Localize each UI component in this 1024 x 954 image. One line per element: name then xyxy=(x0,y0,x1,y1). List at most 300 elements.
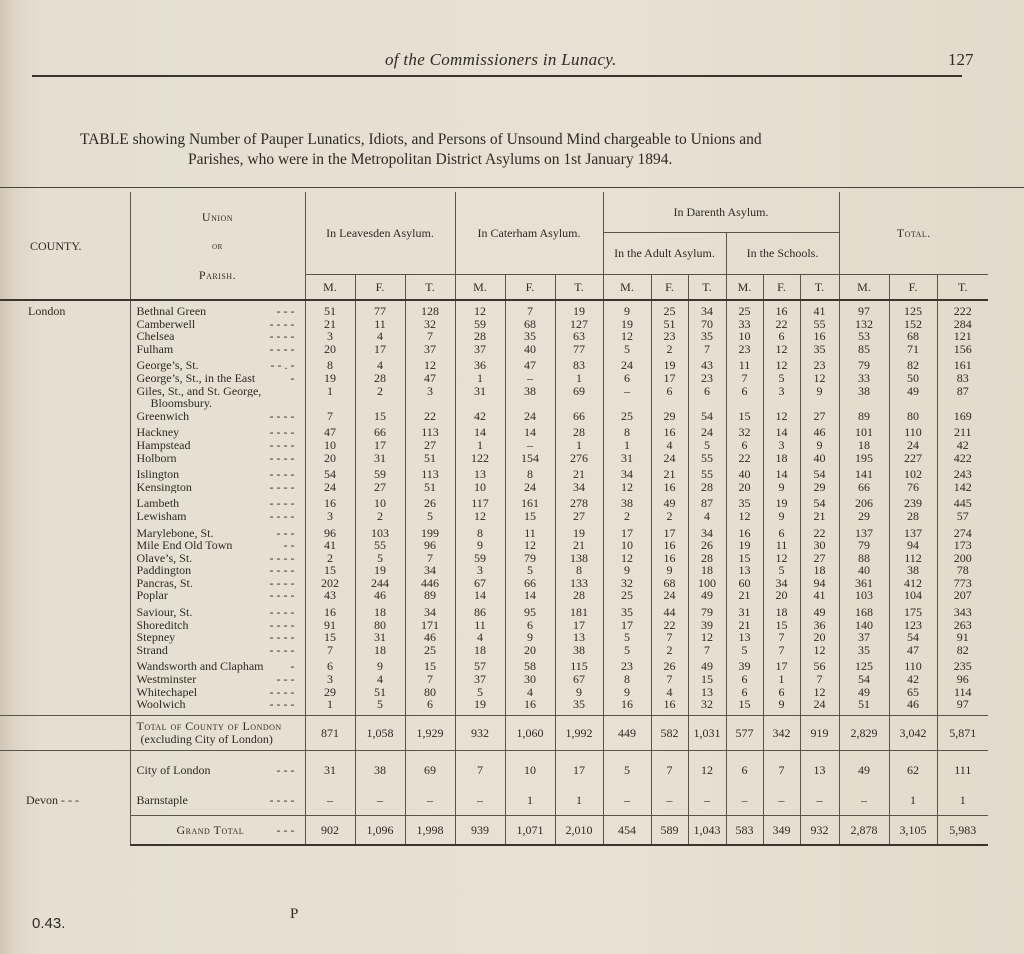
value-cell: 23 xyxy=(726,343,763,356)
table-row xyxy=(0,510,988,523)
schools-header: In the Schools. xyxy=(726,232,839,274)
union-name-cell xyxy=(130,686,305,699)
value-cell: 19 xyxy=(555,527,603,540)
table-row xyxy=(0,410,988,423)
value-cell: 14 xyxy=(505,589,555,602)
value-cell: 102 xyxy=(889,468,937,481)
value-cell: 26 xyxy=(405,497,455,510)
value-cell xyxy=(405,397,455,410)
table-row xyxy=(0,468,988,481)
value-cell: 6 xyxy=(603,372,651,385)
value-cell: 69 xyxy=(555,385,603,398)
value-cell: 5 xyxy=(405,510,455,523)
value-cell: 22 xyxy=(800,527,839,540)
value-cell: 122 xyxy=(455,452,505,465)
devon-row xyxy=(0,785,988,816)
value-cell: 24 xyxy=(688,426,726,439)
value-cell xyxy=(937,397,988,410)
value-cell: 211 xyxy=(937,426,988,439)
value-cell: 7 xyxy=(800,673,839,686)
leader-dashes: - xyxy=(290,371,295,385)
value-cell: 110 xyxy=(889,426,937,439)
value-cell: 12 xyxy=(505,539,555,552)
leader-dashes: - - - - xyxy=(269,342,295,356)
value-cell: 54 xyxy=(800,468,839,481)
value-cell: – xyxy=(839,785,889,816)
county-cell: London xyxy=(28,304,66,318)
value-cell: 10 xyxy=(726,330,763,343)
value-cell: 91 xyxy=(305,619,355,632)
value-cell: 161 xyxy=(505,497,555,510)
value-cell: 89 xyxy=(839,410,889,423)
table-row xyxy=(0,606,988,619)
value-cell: – xyxy=(505,439,555,452)
county-cell xyxy=(0,385,130,398)
value-cell: 3 xyxy=(305,673,355,686)
col-f-header: F. xyxy=(889,274,937,300)
value-cell: 38 xyxy=(505,385,555,398)
value-cell: 12 xyxy=(800,644,839,657)
value-cell: 23 xyxy=(800,359,839,372)
county-cell xyxy=(0,343,130,356)
table-row xyxy=(0,589,988,602)
value-cell xyxy=(763,397,800,410)
value-cell: 47 xyxy=(405,372,455,385)
value-cell: 1,998 xyxy=(405,815,455,845)
union-name: Pancras, St. xyxy=(136,576,193,590)
value-cell: 6 xyxy=(726,385,763,398)
value-cell: 79 xyxy=(839,539,889,552)
value-cell: 49 xyxy=(839,755,889,785)
value-cell: 8 xyxy=(455,527,505,540)
value-cell: 1,031 xyxy=(688,715,726,750)
value-cell: 4 xyxy=(688,510,726,523)
value-cell: 6 xyxy=(726,673,763,686)
value-cell: 9 xyxy=(603,305,651,318)
value-cell: 243 xyxy=(937,468,988,481)
value-cell: 35 xyxy=(839,644,889,657)
value-cell: 37 xyxy=(839,631,889,644)
value-cell: 16 xyxy=(800,330,839,343)
value-cell: 6 xyxy=(505,619,555,632)
value-cell: 12 xyxy=(763,359,800,372)
value-cell: 31 xyxy=(603,452,651,465)
value-cell: 773 xyxy=(937,577,988,590)
county-cell xyxy=(0,372,130,385)
value-cell: 80 xyxy=(355,619,405,632)
value-cell: 5 xyxy=(688,439,726,452)
value-cell: 94 xyxy=(889,539,937,552)
value-cell: 181 xyxy=(555,606,603,619)
value-cell: 16 xyxy=(305,606,355,619)
value-cell: 41 xyxy=(800,589,839,602)
union-name-cell xyxy=(130,426,305,439)
value-cell: 39 xyxy=(726,660,763,673)
value-cell: 19 xyxy=(355,564,405,577)
table-row xyxy=(0,686,988,699)
value-cell: 12 xyxy=(688,755,726,785)
value-cell: 8 xyxy=(555,564,603,577)
value-cell: 1 xyxy=(937,785,988,816)
value-cell: 5 xyxy=(455,686,505,699)
value-cell: 235 xyxy=(937,660,988,673)
value-cell: 11 xyxy=(763,539,800,552)
value-cell: 17 xyxy=(555,755,603,785)
value-cell: 5 xyxy=(763,564,800,577)
value-cell: – xyxy=(603,385,651,398)
table-row xyxy=(0,552,988,565)
value-cell: 12 xyxy=(763,552,800,565)
union-name: Islington xyxy=(136,468,180,481)
value-cell: 79 xyxy=(505,552,555,565)
value-cell: 83 xyxy=(937,372,988,385)
value-cell: 51 xyxy=(305,305,355,318)
value-cell: 96 xyxy=(405,539,455,552)
value-cell: 34 xyxy=(405,564,455,577)
value-cell: 16 xyxy=(763,305,800,318)
value-cell: 239 xyxy=(889,497,937,510)
value-cell: 6 xyxy=(763,330,800,343)
value-cell: 31 xyxy=(726,606,763,619)
value-cell: 6 xyxy=(726,439,763,452)
value-cell: 6 xyxy=(763,527,800,540)
value-cell: 871 xyxy=(305,715,355,750)
union-name: Woolwich xyxy=(136,698,186,711)
value-cell: 88 xyxy=(839,552,889,565)
table-row xyxy=(0,631,988,644)
value-cell: – xyxy=(726,785,763,816)
county-cell xyxy=(0,755,130,785)
value-cell: 3 xyxy=(405,385,455,398)
value-cell: 42 xyxy=(889,673,937,686)
value-cell: 37 xyxy=(455,343,505,356)
value-cell: 59 xyxy=(455,552,505,565)
value-cell: 40 xyxy=(505,343,555,356)
value-cell: 1,060 xyxy=(505,715,555,750)
value-cell: 41 xyxy=(800,305,839,318)
county-cell xyxy=(0,631,130,644)
value-cell: 40 xyxy=(839,564,889,577)
value-cell: 15 xyxy=(305,631,355,644)
county-cell xyxy=(0,397,130,410)
value-cell: 15 xyxy=(726,698,763,711)
value-cell: 69 xyxy=(405,755,455,785)
value-cell: 156 xyxy=(937,343,988,356)
city-name: City of London xyxy=(136,762,211,777)
county-cell xyxy=(0,673,130,686)
value-cell: 1 xyxy=(455,372,505,385)
value-cell: 152 xyxy=(889,318,937,331)
value-cell: 29 xyxy=(305,686,355,699)
value-cell: 17 xyxy=(651,527,688,540)
value-cell: 137 xyxy=(889,527,937,540)
value-cell: 2 xyxy=(603,510,651,523)
value-cell xyxy=(651,397,688,410)
value-cell: 46 xyxy=(355,589,405,602)
value-cell: 18 xyxy=(355,606,405,619)
col-t-header: T. xyxy=(800,274,839,300)
union-name: Greenwich xyxy=(136,409,190,423)
union-name: Westminster xyxy=(136,673,197,686)
lunatics-table xyxy=(0,192,988,846)
county-cell xyxy=(0,497,130,510)
leader-dashes: - - - xyxy=(276,762,295,777)
total-london-note: (excluding City of London) xyxy=(140,731,273,746)
table-row xyxy=(0,660,988,673)
value-cell: 123 xyxy=(889,619,937,632)
value-cell: 40 xyxy=(726,468,763,481)
union-name-cell xyxy=(130,468,305,481)
union-name: George’s, St., in the East xyxy=(136,371,256,385)
table-row xyxy=(0,397,988,410)
value-cell: 19 xyxy=(455,698,505,711)
county-cell xyxy=(0,527,130,540)
value-cell: 111 xyxy=(937,755,988,785)
value-cell: 7 xyxy=(455,755,505,785)
table-row xyxy=(0,673,988,686)
value-cell: 13 xyxy=(688,686,726,699)
union-name: Hackney xyxy=(136,426,180,439)
union-name-cell xyxy=(130,715,305,750)
leader-dashes: - - - - xyxy=(269,468,295,481)
value-cell: 171 xyxy=(405,619,455,632)
table-row xyxy=(0,698,988,711)
leader-dashes: - - - - xyxy=(269,426,295,439)
value-cell: 38 xyxy=(555,644,603,657)
county-cell xyxy=(0,785,128,816)
value-cell: 28 xyxy=(555,589,603,602)
union-name-cell xyxy=(130,539,305,552)
value-cell: 6 xyxy=(726,755,763,785)
value-cell: 175 xyxy=(889,606,937,619)
footer-signature: P xyxy=(290,906,299,922)
value-cell: 28 xyxy=(455,330,505,343)
value-cell: 284 xyxy=(937,318,988,331)
value-cell: 36 xyxy=(800,619,839,632)
value-cell: 14 xyxy=(505,426,555,439)
value-cell: 9 xyxy=(603,564,651,577)
value-cell: 454 xyxy=(603,815,651,845)
value-cell: 26 xyxy=(688,539,726,552)
value-cell: 12 xyxy=(763,410,800,423)
value-cell: 19 xyxy=(555,305,603,318)
value-cell: 35 xyxy=(688,330,726,343)
leader-dashes: - - - xyxy=(276,673,295,686)
table-row xyxy=(0,564,988,577)
value-cell: 41 xyxy=(305,539,355,552)
value-cell: 422 xyxy=(937,452,988,465)
value-cell: 7 xyxy=(763,644,800,657)
value-cell: 28 xyxy=(688,481,726,494)
value-cell: 2 xyxy=(305,552,355,565)
value-cell: 21 xyxy=(726,589,763,602)
value-cell: 14 xyxy=(455,426,505,439)
value-cell: 343 xyxy=(937,606,988,619)
value-cell: 13 xyxy=(555,631,603,644)
value-cell: 54 xyxy=(800,497,839,510)
value-cell: 79 xyxy=(839,359,889,372)
value-cell: 1 xyxy=(555,785,603,816)
union-name-cell xyxy=(130,330,305,343)
value-cell: 12 xyxy=(603,481,651,494)
county-cell xyxy=(0,452,130,465)
value-cell: 7 xyxy=(405,673,455,686)
value-cell: 3 xyxy=(763,439,800,452)
value-cell: 51 xyxy=(405,452,455,465)
value-cell: 57 xyxy=(455,660,505,673)
value-cell: 18 xyxy=(800,564,839,577)
value-cell: 7 xyxy=(688,343,726,356)
table-row xyxy=(0,452,988,465)
union-name: Holborn xyxy=(136,451,177,465)
value-cell: 19 xyxy=(763,497,800,510)
value-cell: 38 xyxy=(355,755,405,785)
value-cell: 66 xyxy=(505,577,555,590)
county-cell xyxy=(0,426,130,439)
value-cell: 25 xyxy=(651,305,688,318)
table-row xyxy=(0,372,988,385)
county-cell xyxy=(0,644,130,657)
value-cell: 3 xyxy=(455,564,505,577)
value-cell: 83 xyxy=(555,359,603,372)
col-f-header: F. xyxy=(505,274,555,300)
value-cell: 51 xyxy=(355,686,405,699)
value-cell: 65 xyxy=(889,686,937,699)
value-cell: 113 xyxy=(405,468,455,481)
value-cell xyxy=(839,397,889,410)
value-cell: 11 xyxy=(455,619,505,632)
leader-dashes: - - xyxy=(283,539,295,552)
value-cell: 10 xyxy=(455,481,505,494)
col-t-header: T. xyxy=(688,274,726,300)
union-name: George’s, St. xyxy=(136,359,199,372)
value-cell: 17 xyxy=(603,527,651,540)
union-name-cell xyxy=(130,589,305,602)
value-cell: 33 xyxy=(726,318,763,331)
value-cell: 5 xyxy=(603,755,651,785)
value-cell: 349 xyxy=(763,815,800,845)
value-cell: – xyxy=(763,785,800,816)
value-cell: 49 xyxy=(651,497,688,510)
union-name: Stepney xyxy=(136,631,176,644)
union-name: Fulham xyxy=(136,342,174,356)
value-cell: – xyxy=(405,785,455,816)
value-cell: 133 xyxy=(555,577,603,590)
value-cell: 15 xyxy=(505,510,555,523)
value-cell: 121 xyxy=(937,330,988,343)
county-cell xyxy=(0,715,130,750)
value-cell: 31 xyxy=(355,631,405,644)
value-cell: 35 xyxy=(726,497,763,510)
leader-dashes: - - - - xyxy=(269,551,295,565)
value-cell: 263 xyxy=(937,619,988,632)
value-cell: 47 xyxy=(889,644,937,657)
union-name: Saviour, St. xyxy=(136,606,193,619)
value-cell: 21 xyxy=(726,619,763,632)
value-cell: 222 xyxy=(937,305,988,318)
value-cell: 9 xyxy=(763,481,800,494)
value-cell: 1 xyxy=(305,698,355,711)
value-cell: 101 xyxy=(839,426,889,439)
table-row xyxy=(0,330,988,343)
value-cell: 54 xyxy=(688,410,726,423)
value-cell: 82 xyxy=(937,644,988,657)
county-devon: Devon xyxy=(26,792,58,807)
value-cell: 32 xyxy=(405,318,455,331)
value-cell: 199 xyxy=(405,527,455,540)
value-cell: 55 xyxy=(688,452,726,465)
value-cell: 7 xyxy=(505,305,555,318)
county-cell xyxy=(0,619,130,632)
value-cell: 38 xyxy=(603,497,651,510)
value-cell: 2,829 xyxy=(839,715,889,750)
value-cell: 47 xyxy=(505,359,555,372)
union-name: Chelsea xyxy=(136,330,175,343)
value-cell: 939 xyxy=(455,815,505,845)
value-cell: 2,010 xyxy=(555,815,603,845)
footer-code: 0.43. xyxy=(32,915,66,932)
value-cell: 20 xyxy=(305,452,355,465)
union-name-cell xyxy=(130,673,305,686)
value-cell: 932 xyxy=(800,815,839,845)
value-cell: 15 xyxy=(305,564,355,577)
county-cell xyxy=(0,698,130,711)
table-caption xyxy=(80,130,980,170)
value-cell: 18 xyxy=(455,644,505,657)
value-cell: 1,929 xyxy=(405,715,455,750)
value-cell: 3,042 xyxy=(889,715,937,750)
value-cell: 1 xyxy=(505,785,555,816)
value-cell: 207 xyxy=(937,589,988,602)
union-name-cell xyxy=(130,698,305,711)
value-cell: 67 xyxy=(455,577,505,590)
value-cell: 342 xyxy=(763,715,800,750)
table-row xyxy=(0,644,988,657)
value-cell xyxy=(505,397,555,410)
value-cell: 46 xyxy=(889,698,937,711)
value-cell: 1 xyxy=(555,372,603,385)
value-cell: 56 xyxy=(800,660,839,673)
value-cell xyxy=(688,397,726,410)
leader-dashes: - - . - xyxy=(270,359,295,372)
county-cell xyxy=(0,481,130,494)
value-cell: 3,105 xyxy=(889,815,937,845)
table-row xyxy=(0,577,988,590)
value-cell: 32 xyxy=(603,577,651,590)
value-cell: 154 xyxy=(505,452,555,465)
value-cell: 125 xyxy=(839,660,889,673)
value-cell: 27 xyxy=(555,510,603,523)
value-cell: 110 xyxy=(889,660,937,673)
value-cell: 7 xyxy=(305,644,355,657)
union-name-cell xyxy=(130,452,305,465)
value-cell: 173 xyxy=(937,539,988,552)
value-cell: 3 xyxy=(763,385,800,398)
leader-dashes: - - - - xyxy=(269,480,295,494)
value-cell: 10 xyxy=(603,539,651,552)
value-cell: 13 xyxy=(800,755,839,785)
value-cell: 57 xyxy=(937,510,988,523)
value-cell: 127 xyxy=(555,318,603,331)
value-cell: 412 xyxy=(889,577,937,590)
county-cell xyxy=(0,577,130,590)
value-cell: 68 xyxy=(505,318,555,331)
union-name: Bloomsbury. xyxy=(150,397,213,410)
grand-total-label: Grand Total xyxy=(176,822,245,837)
col-m-header: M. xyxy=(305,274,355,300)
county-header: COUNTY. xyxy=(30,238,82,253)
value-cell: 7 xyxy=(305,410,355,423)
